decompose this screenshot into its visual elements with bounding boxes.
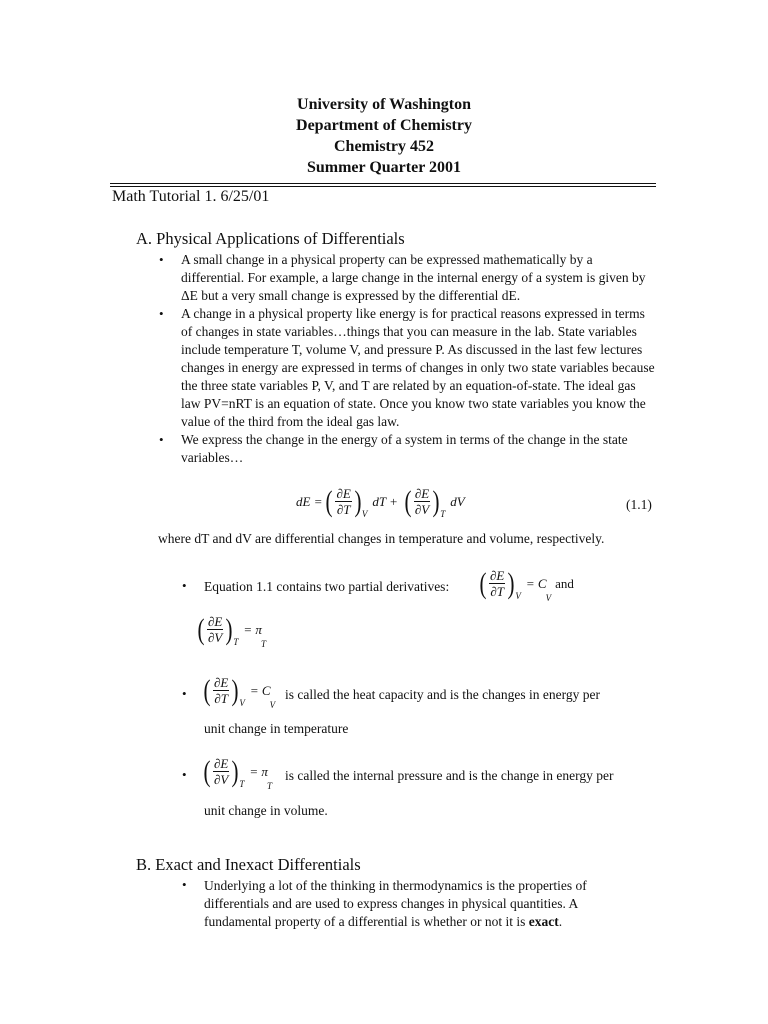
section-a-bullets: [156, 251, 656, 467]
equation-explanation: where dT and dV are differential changes in temperature and volume, respectively.: [158, 531, 605, 546]
header-university: University of Washington: [297, 96, 471, 113]
tutorial-title: Math Tutorial 1. 6/25/01: [112, 188, 270, 205]
bullet-icon: •: [182, 877, 187, 892]
cv-derivative: ( $\frac{\partial E}{\partial T}$ ) V = C V and: [479, 566, 574, 603]
exact-term: exact: [528, 914, 559, 929]
equation-1-1: dE = ( $\frac{\partial E}{\partial T}$ ) V dT + ( $\frac{\partial E}{\partial V}$ ) T dV: [296, 484, 465, 519]
heat-capacity-text: is called the heat capacity and is the changes in energy per: [285, 687, 600, 702]
heat-capacity-continuation: unit change in temperature: [204, 721, 349, 736]
header-department: Department of Chemistry: [296, 117, 472, 134]
bullet-icon: •: [182, 686, 187, 701]
bullet-icon: •: [182, 767, 187, 782]
heat-capacity-derivative: ( $\frac{\partial E}{\partial T}$ ) V = C V: [203, 673, 276, 710]
header-quarter: Summer Quarter 2001: [306, 159, 462, 176]
internal-pressure-derivative: ( $\frac{\partial E}{\partial V}$ ) T = π T: [203, 754, 272, 791]
bullet-icon: •: [159, 252, 164, 267]
header-course: Chemistry 452: [334, 138, 434, 155]
header-rule-bottom: [110, 186, 656, 187]
header-rule-top: [110, 183, 656, 184]
section-b-bullet: Underlying a lot of the thinking in thermodynamics is the properties of differentials and are used to express changes in physical quantities. A fundamental property of a differential is whether or not it is exact.: [204, 878, 587, 929]
internal-pressure-continuation: unit change in volume.: [204, 803, 328, 818]
section-a-title: A. Physical Applications of Differentials: [136, 229, 405, 248]
bullet-icon: •: [182, 578, 187, 593]
bullet-icon: •: [159, 432, 164, 447]
document-header: [0, 94, 768, 178]
bullet-icon: •: [159, 306, 164, 321]
pi-derivative: ( $\frac{\partial E}{\partial V}$ ) T = π T: [197, 612, 266, 649]
list-item: • A small change in a physical property can be expressed mathematically by a differential. For example, a large change in the internal energy of a system is given by ΔE but a very small change is expressed by the differential dE.: [159, 252, 646, 303]
section-b-title: B. Exact and Inexact Differentials: [136, 855, 361, 874]
list-item: • We express the change in the energy of a system in terms of the change in the state variables…: [159, 432, 628, 465]
list-item: • A change in a physical property like energy is for practical reasons expressed in terms of changes in state variables…things that you can measure in the lab. State variables include temperature T, volume V, and pressure P. As discussed in the last few lectures changes in energy are expressed in terms of changes in only two state variables because the three state variables P, V, and T are related by an equation-of-state. The ideal gas law PV=nRT is an equation of state. Once you know two state variables you know the value of the third from the ideal gas law.: [159, 306, 655, 429]
partial-derivatives-text: Equation 1.1 contains two partial derivatives:: [204, 579, 450, 594]
internal-pressure-text: is called the internal pressure and is the change in energy per: [285, 768, 614, 783]
equation-number: (1.1): [626, 497, 652, 512]
